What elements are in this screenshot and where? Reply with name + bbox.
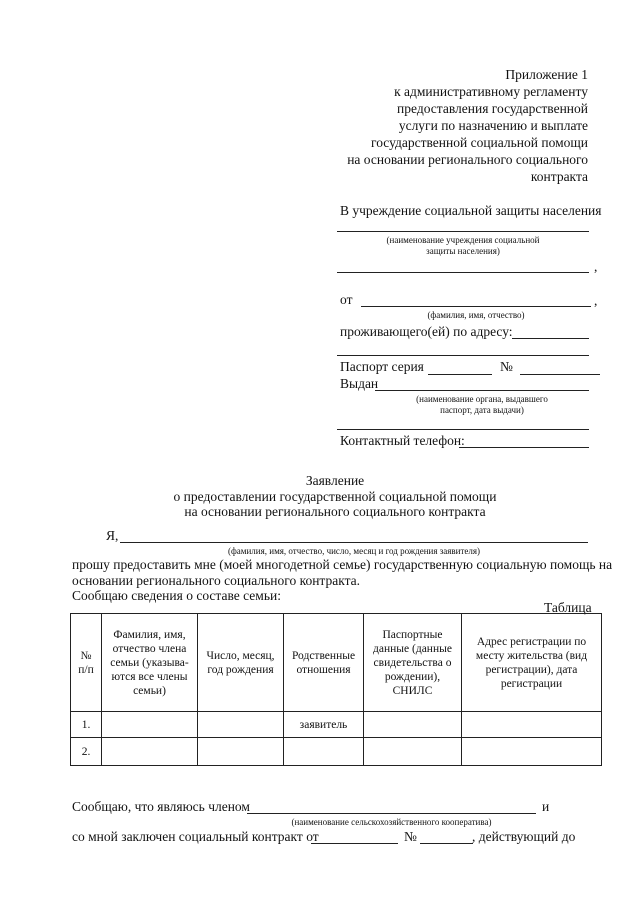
appendix-line: к административному регламенту bbox=[394, 84, 588, 99]
row-number-cell: 1. bbox=[71, 712, 102, 738]
header-relationship bbox=[284, 614, 364, 712]
appendix-line: услуги по назначению и выплате bbox=[398, 118, 588, 133]
passport-cell[interactable] bbox=[364, 712, 462, 738]
comma: , bbox=[594, 259, 598, 274]
header-text: свидетельства о bbox=[373, 656, 452, 669]
relationship-cell[interactable]: заявитель bbox=[284, 712, 364, 738]
header-number bbox=[71, 614, 102, 712]
request-text: прошу предоставить мне (моей многодетной семье) государственную социальную помощь на bbox=[72, 557, 613, 572]
address-field[interactable] bbox=[512, 338, 589, 339]
header-text: Адрес регистрации по bbox=[476, 635, 587, 648]
header-text: семьи (указыва- bbox=[110, 656, 189, 669]
row-number-cell: 2. bbox=[71, 738, 102, 766]
relationship-cell[interactable] bbox=[284, 738, 364, 766]
appendix-line: на основании регионального социального bbox=[347, 152, 588, 167]
header-full-name bbox=[102, 614, 198, 712]
issued-field[interactable] bbox=[375, 390, 589, 391]
header-text: семьи) bbox=[133, 684, 166, 697]
header-text: Паспортные bbox=[382, 628, 443, 641]
applicant-caption: (фамилия, имя, отчество, число, месяц и год рождения заявителя) bbox=[227, 546, 481, 556]
and-label: и bbox=[542, 799, 550, 814]
issued-caption: (наименование органа, выдавшего bbox=[416, 394, 548, 404]
contract-number-field[interactable] bbox=[420, 843, 473, 844]
appendix-line: предоставления государственной bbox=[397, 101, 588, 116]
institution-caption: (наименование учреждения социальной bbox=[386, 235, 540, 245]
header-text: регистрации bbox=[500, 677, 563, 690]
institution-caption: защиты населения) bbox=[426, 246, 500, 256]
table-header-row bbox=[71, 614, 602, 712]
addressee-to-label: В учреждение социальной защиты населения bbox=[340, 203, 602, 218]
statement-subtitle: на основании регионального социального контракта bbox=[184, 504, 486, 519]
passport-cell[interactable] bbox=[364, 738, 462, 766]
cooperative-field[interactable] bbox=[247, 813, 536, 814]
comma: , bbox=[594, 293, 598, 308]
contract-label: со мной заключен социальный контракт от bbox=[72, 829, 319, 844]
address-field-2[interactable] bbox=[337, 355, 589, 356]
institution-field[interactable] bbox=[337, 231, 589, 232]
header-text: № bbox=[80, 649, 92, 662]
passport-series-label: Паспорт серия bbox=[340, 359, 424, 374]
header-text: ются все члены bbox=[111, 670, 188, 683]
header-text: Родственные bbox=[291, 649, 356, 662]
header-text: Фамилия, имя, bbox=[113, 628, 186, 641]
header-text: месту жительства (вид bbox=[475, 649, 588, 662]
header-passport-data bbox=[364, 614, 462, 712]
header-text: п/п bbox=[78, 663, 94, 676]
from-caption: (фамилия, имя, отчество) bbox=[427, 310, 525, 320]
birth-date-cell[interactable] bbox=[198, 712, 284, 738]
appendix-line: государственной социальной помощи bbox=[371, 135, 588, 150]
contract-number-label: № bbox=[404, 829, 417, 844]
institution-field-2[interactable] bbox=[337, 272, 589, 273]
family-table bbox=[70, 613, 602, 766]
contract-date-field[interactable] bbox=[311, 843, 398, 844]
appendix-title: Приложение 1 bbox=[505, 67, 588, 82]
phone-label: Контактный телефон: bbox=[340, 433, 465, 448]
header-text: Число, месяц, bbox=[206, 649, 275, 662]
header-text: год рождения bbox=[207, 663, 274, 676]
applicant-field[interactable] bbox=[120, 542, 588, 543]
member-label: Сообщаю, что являюсь членом bbox=[72, 799, 250, 814]
header-birth-date bbox=[198, 614, 284, 712]
issued-caption: паспорт, дата выдачи) bbox=[440, 405, 524, 415]
header-text: СНИЛС bbox=[392, 684, 433, 697]
cooperative-caption: (наименование сельскохозяйственного кооператива) bbox=[291, 817, 492, 827]
from-field[interactable] bbox=[361, 306, 591, 307]
from-label: от bbox=[340, 292, 353, 307]
name-cell[interactable] bbox=[102, 738, 198, 766]
appendix-line: контракта bbox=[530, 169, 588, 184]
header-registration-address bbox=[462, 614, 602, 712]
header-text: рождении), bbox=[384, 670, 441, 683]
header-text: отношения bbox=[296, 663, 351, 676]
phone-field[interactable] bbox=[459, 447, 589, 448]
i-label: Я, bbox=[106, 528, 119, 543]
table-label: Таблица bbox=[544, 600, 592, 615]
statement-title: Заявление bbox=[305, 473, 365, 488]
issued-field-2[interactable] bbox=[337, 429, 589, 430]
family-intro: Сообщаю сведения о составе семьи: bbox=[72, 588, 281, 603]
table-row bbox=[71, 712, 602, 738]
header-text: регистрации), дата bbox=[485, 663, 578, 676]
birth-date-cell[interactable] bbox=[198, 738, 284, 766]
residing-label: проживающего(ей) по адресу: bbox=[340, 324, 513, 339]
name-cell[interactable] bbox=[102, 712, 198, 738]
valid-until-label: , действующий до bbox=[472, 829, 576, 844]
header-text: данные (данные bbox=[373, 642, 452, 655]
request-text: основании регионального социального контракта. bbox=[72, 573, 361, 588]
address-cell[interactable] bbox=[462, 738, 602, 766]
header-text: отчество члена bbox=[112, 642, 187, 655]
issued-label: Выдан bbox=[340, 376, 379, 391]
passport-number-field[interactable] bbox=[520, 374, 600, 375]
statement-subtitle: о предоставлении государственной социальной помощи bbox=[173, 489, 497, 504]
passport-series-field[interactable] bbox=[428, 374, 492, 375]
table-row bbox=[71, 738, 602, 766]
address-cell[interactable] bbox=[462, 712, 602, 738]
passport-number-label: № bbox=[500, 359, 513, 374]
